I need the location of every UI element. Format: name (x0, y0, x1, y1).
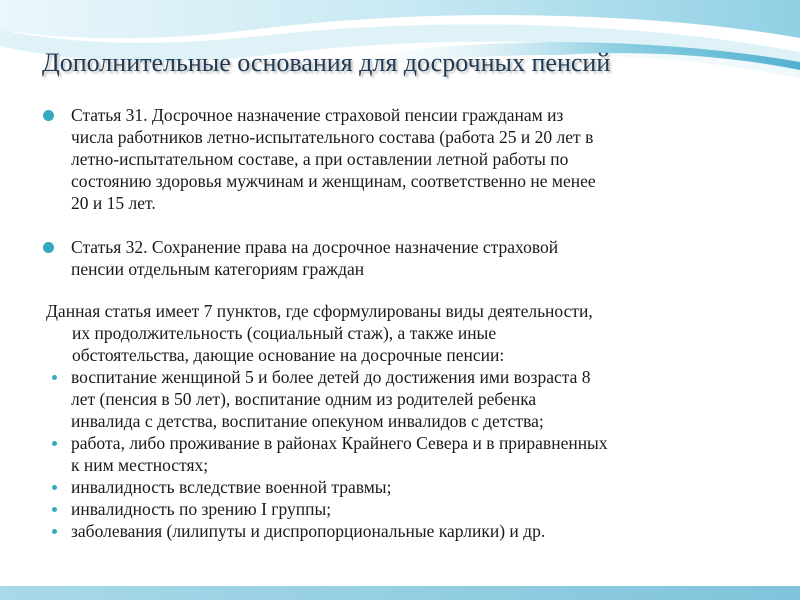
list-item (38, 432, 766, 476)
text-line: Данная статья имеет 7 пунктов, где сформулированы виды деятельности, (46, 301, 593, 321)
sub-bullet-dot-icon (52, 441, 57, 446)
bullet-article-32 (38, 236, 766, 280)
slide-title: Дополнительные основания для досрочных пенсий (42, 48, 611, 77)
sub-bullet-dot-icon (52, 529, 57, 534)
text-line: лет (пенсия в 50 лет), воспитание одним из родителей ребенка (71, 389, 537, 409)
decorative-footer-bar (0, 586, 800, 600)
article-32-description (38, 300, 766, 366)
sub-bullet-dot-icon (52, 485, 57, 490)
text-line: заболевания (лилипуты и диспропорциональные карлики) и др. (71, 521, 546, 541)
text-line: летно-испытательном составе, а при оставлении летной работы по (71, 149, 569, 169)
text-line: Статья 31. Досрочное назначение страховой пенсии гражданам из (71, 105, 564, 125)
sub-bullet-dot-icon (52, 507, 57, 512)
bullet-dot-icon (43, 110, 54, 121)
slide-content (38, 104, 766, 542)
list-item (38, 520, 766, 542)
text-line: инвалида с детства, воспитание опекуном инвалидов с детства; (71, 411, 544, 431)
text-line: их продолжительность (социальный стаж), а также иные (72, 323, 497, 343)
text-line: работа, либо проживание в районах Крайнего Севера и в приравненных (71, 433, 608, 453)
text-line: обстоятельства, дающие основание на досрочные пенсии: (72, 345, 505, 365)
bullet-article-31 (38, 104, 766, 214)
list-item (38, 366, 766, 432)
list-item (38, 498, 766, 520)
text-line: Статья 32. Сохранение права на досрочное назначение страховой (71, 237, 559, 257)
text-line: числа работников летно-испытательного состава (работа 25 и 20 лет в (71, 127, 594, 147)
bullet-dot-icon (43, 242, 54, 253)
sub-bullet-list (38, 366, 766, 542)
text-line: воспитание женщиной 5 и более детей до достижения ими возраста 8 (71, 367, 591, 387)
text-line: к ним местностях; (71, 455, 209, 475)
text-line: состоянию здоровья мужчинам и женщинам, соответственно не менее (71, 171, 596, 191)
text-line: инвалидность по зрению I группы; (71, 499, 332, 519)
text-line: 20 и 15 лет. (71, 193, 156, 213)
list-item (38, 476, 766, 498)
sub-bullet-dot-icon (52, 375, 57, 380)
text-line: пенсии отдельным категориям граждан (71, 259, 365, 279)
text-line: инвалидность вследствие военной травмы; (71, 477, 392, 497)
